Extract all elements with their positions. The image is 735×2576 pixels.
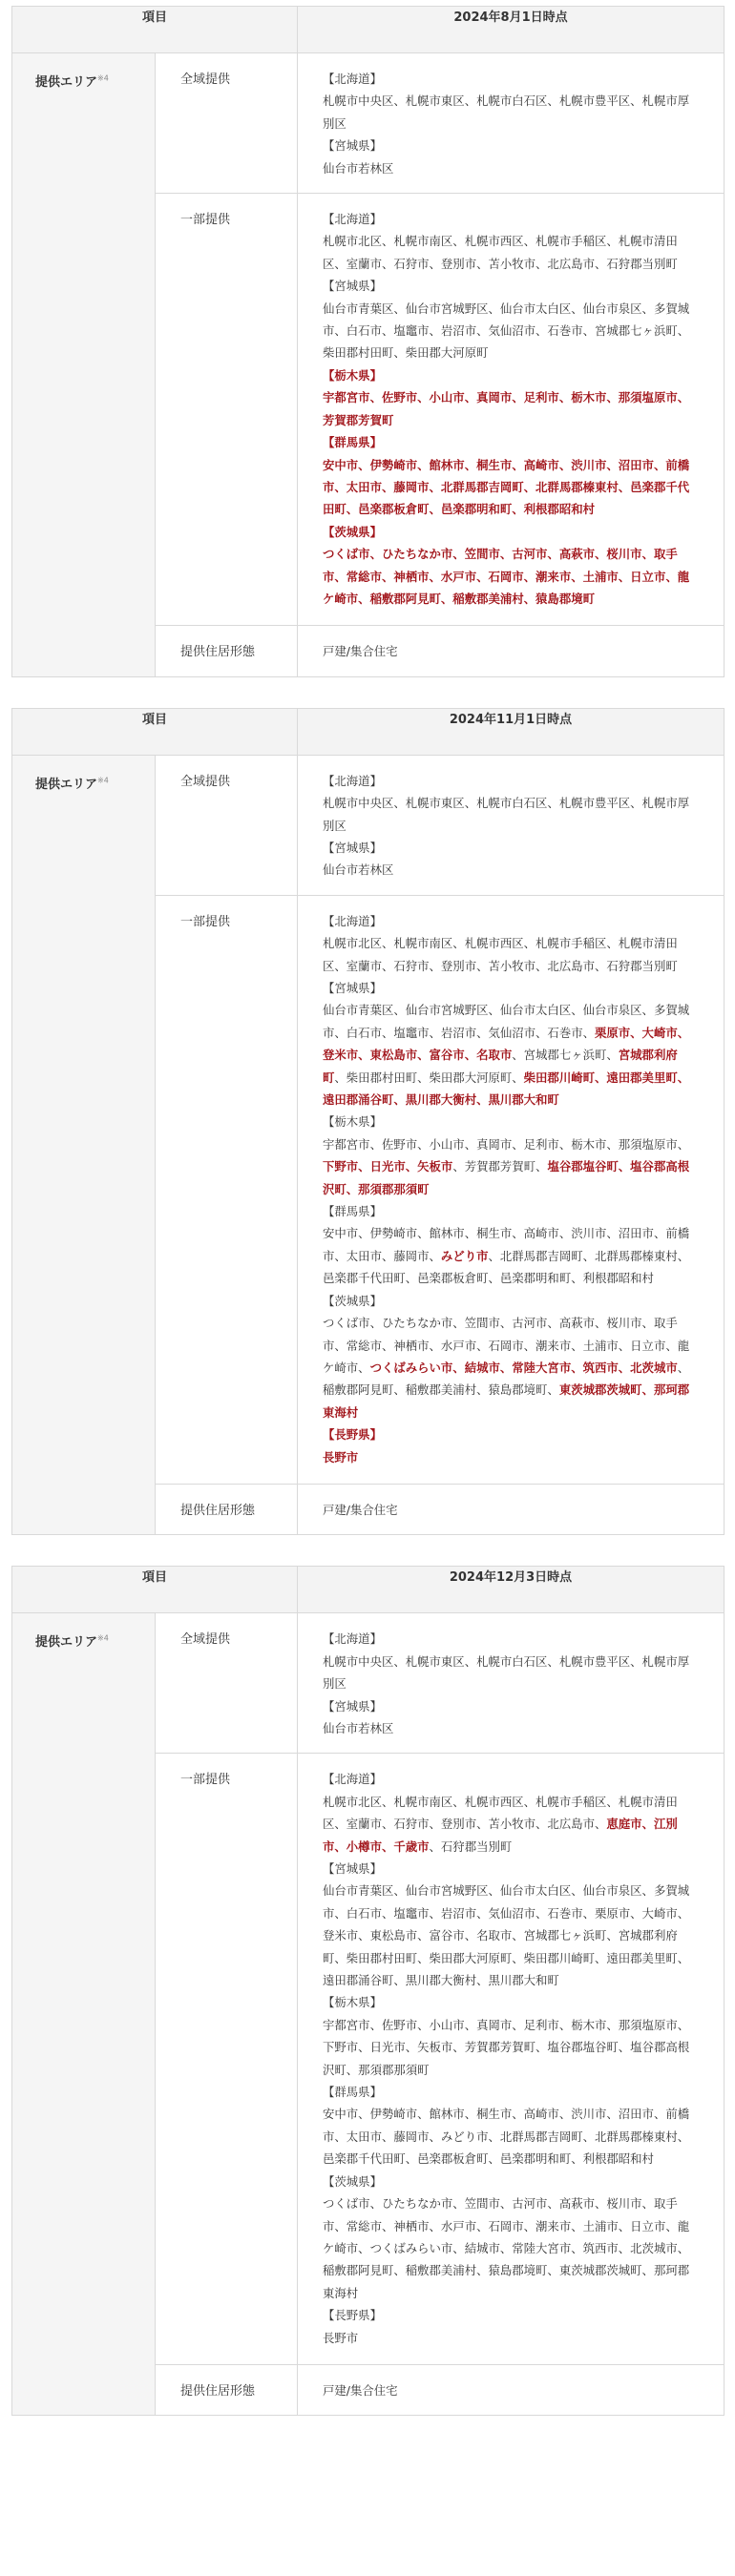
region-municipalities bbox=[323, 999, 699, 1111]
area-text: 仙台市若林区 bbox=[323, 1720, 394, 1735]
category-cell bbox=[12, 53, 156, 677]
region-municipalities bbox=[323, 1222, 699, 1289]
area-text: 札幌市中央区、札幌市東区、札幌市白石区、札幌市豊平区、札幌市厚別区 bbox=[323, 796, 690, 833]
area-text: 宇都宮市、佐野市、小山市、真岡市、足利市、栃木市、那須塩原市、 bbox=[323, 1136, 690, 1152]
housing-value: 戸建/集合住宅 bbox=[298, 626, 724, 676]
header-item: 項目 bbox=[12, 7, 298, 53]
category-note: ※4 bbox=[97, 776, 109, 785]
new-area-text: 塩谷郡塩谷町、塩谷郡高根沢町、那須郡那須町 bbox=[323, 1159, 690, 1196]
full-label: 全域提供 bbox=[156, 1613, 298, 1754]
region-municipalities bbox=[323, 90, 699, 135]
region-municipalities bbox=[323, 1880, 699, 1991]
region-heading: 【栃木県】 bbox=[323, 1995, 382, 2010]
area-table bbox=[11, 6, 724, 677]
region-municipalities bbox=[323, 1446, 699, 1468]
area-text: 札幌市中央区、札幌市東区、札幌市白石区、札幌市豊平区、札幌市厚別区 bbox=[323, 93, 690, 131]
region-heading: 【北海道】 bbox=[323, 773, 382, 788]
category-note: ※4 bbox=[97, 1634, 109, 1644]
full-areas bbox=[298, 53, 724, 194]
area-text: 仙台市若林区 bbox=[323, 862, 394, 878]
housing-label: 提供住居形態 bbox=[156, 2364, 298, 2415]
region-heading: 【群馬県】 bbox=[323, 2085, 382, 2100]
new-area-text: 下野市、日光市、矢板市 bbox=[323, 1159, 453, 1174]
category-cell bbox=[12, 1613, 156, 2416]
new-area-text: つくば市、ひたちなか市、笠間市、古河市、高萩市、桜川市、取手市、常総市、神栖市、水戸市、石岡市、潮来市、土浦市、日立市、龍ケ崎市、稲敷郡阿見町、稲敷郡美浦村、猿島郡境町 bbox=[323, 547, 690, 606]
area-text: 仙台市青葉区、仙台市宮城野区、仙台市太白区、仙台市泉区、多賀城市、白石市、塩竈市、岩沼市、気仙沼市、石巻市、 bbox=[323, 1003, 690, 1040]
region-heading: 【茨城県】 bbox=[323, 1293, 382, 1308]
category-note: ※4 bbox=[97, 73, 109, 83]
region-municipalities bbox=[323, 1312, 699, 1423]
area-text: 、柴田郡村田町、柴田郡大河原町、 bbox=[334, 1070, 524, 1085]
region-heading: 【宮城県】 bbox=[323, 1861, 382, 1876]
region-heading: 【宮城県】 bbox=[323, 1698, 382, 1714]
region-heading: 【長野県】 bbox=[323, 2308, 382, 2323]
region-municipalities bbox=[323, 386, 699, 431]
new-area-text: 恵庭市、江別市、小樽市、千歳市 bbox=[323, 1817, 678, 1854]
housing-value: 戸建/集合住宅 bbox=[298, 1484, 724, 1534]
area-text: 安中市、伊勢崎市、館林市、桐生市、高崎市、渋川市、沼田市、前橋市、太田市、藤岡市、 bbox=[323, 1226, 690, 1263]
region-heading: 【北海道】 bbox=[323, 1631, 382, 1647]
region-heading: 【栃木県】 bbox=[323, 1114, 382, 1130]
region-municipalities bbox=[323, 157, 699, 179]
area-text: つくば市、ひたちなか市、笠間市、古河市、高萩市、桜川市、取手市、常総市、神栖市、水戸市、石岡市、潮来市、土浦市、日立市、龍ケ崎市、 bbox=[323, 1316, 690, 1375]
area-text: 札幌市北区、札幌市南区、札幌市西区、札幌市手稲区、札幌市清田区、室蘭市、石狩市、登別市、苫小牧市、北広島市、 bbox=[323, 1794, 678, 1832]
header-item: 項目 bbox=[12, 1567, 298, 1613]
new-area-text: みどり市 bbox=[440, 1248, 489, 1263]
header-date: 2024年12月3日時点 bbox=[298, 1567, 724, 1613]
full-areas bbox=[298, 1613, 724, 1754]
region-heading: 【茨城県】 bbox=[323, 524, 382, 539]
housing-label: 提供住居形態 bbox=[156, 1484, 298, 1534]
region-municipalities bbox=[323, 1133, 699, 1200]
full-areas bbox=[298, 755, 724, 895]
area-text: 仙台市青葉区、仙台市宮城野区、仙台市太白区、仙台市泉区、多賀城市、白石市、塩竈市、岩沼市、気仙沼市、石巻市、栗原市、大崎市、登米市、東松島市、富谷市、名取市、宮城郡七ヶ浜町、宮城郡利府町、柴田郡村田町、柴田郡大河原町、柴田郡川崎町、遠田郡美里町、遠田郡涌谷町、黒川郡大衡村、黒川郡大和町 bbox=[323, 1883, 690, 1988]
partial-label: 一部提供 bbox=[156, 1754, 298, 2365]
category-label: 提供エリア bbox=[35, 1635, 98, 1651]
area-table bbox=[11, 1566, 724, 2416]
region-municipalities bbox=[323, 2014, 699, 2081]
region-municipalities bbox=[323, 859, 699, 881]
area-text: 、芳賀郡芳賀町、 bbox=[452, 1159, 548, 1174]
region-municipalities bbox=[323, 932, 699, 977]
region-heading: 【北海道】 bbox=[323, 212, 382, 227]
region-municipalities bbox=[323, 230, 699, 275]
new-area-text: 柴田郡川崎町、遠田郡美里町、遠田郡涌谷町、黒川郡大衡村、黒川郡大和町 bbox=[323, 1070, 690, 1108]
region-municipalities bbox=[323, 2327, 699, 2349]
new-area-text: つくばみらい市、結城市、常陸大宮市、筑西市、北茨城市 bbox=[369, 1360, 678, 1375]
category-cell bbox=[12, 755, 156, 1535]
area-text: 仙台市青葉区、仙台市宮城野区、仙台市太白区、仙台市泉区、多賀城市、白石市、塩竈市、岩沼市、気仙沼市、石巻市、宮城郡七ヶ浜町、柴田郡村田町、柴田郡大河原町 bbox=[323, 301, 690, 361]
region-heading: 【北海道】 bbox=[323, 72, 382, 86]
new-area-text: 東茨城郡茨城町、那珂郡東海村 bbox=[323, 1382, 690, 1420]
area-text: 札幌市北区、札幌市南区、札幌市西区、札幌市手稲区、札幌市清田区、室蘭市、石狩市、登別市、苫小牧市、北広島市、石狩郡当別町 bbox=[323, 234, 678, 271]
region-municipalities bbox=[323, 454, 699, 521]
header-row bbox=[12, 708, 724, 755]
partial-label: 一部提供 bbox=[156, 194, 298, 626]
header-date: 2024年11月1日時点 bbox=[298, 708, 724, 755]
partial-label: 一部提供 bbox=[156, 895, 298, 1484]
new-area-text: 栗原市、大崎市、登米市、東松島市、富谷市、名取市 bbox=[323, 1025, 690, 1063]
full-label: 全域提供 bbox=[156, 53, 298, 194]
new-area-text: 宮城郡利府町 bbox=[323, 1048, 678, 1085]
region-municipalities bbox=[323, 792, 699, 837]
partial-areas bbox=[298, 194, 724, 626]
housing-value: 戸建/集合住宅 bbox=[298, 2364, 724, 2415]
region-heading: 【長野県】 bbox=[323, 1427, 382, 1443]
housing-label: 提供住居形態 bbox=[156, 626, 298, 676]
region-heading: 【宮城県】 bbox=[323, 279, 382, 294]
new-area-text: 安中市、伊勢崎市、館林市、桐生市、高崎市、渋川市、沼田市、前橋市、太田市、藤岡市、北群馬郡吉岡町、北群馬郡榛東村、邑楽郡千代田町、邑楽郡板倉町、邑楽郡明和町、利根郡昭和村 bbox=[323, 457, 690, 517]
area-table bbox=[11, 708, 724, 1536]
area-text: 長野市 bbox=[323, 2330, 359, 2345]
area-text: 、北群馬郡吉岡町、北群馬郡榛東村、邑楽郡千代田町、邑楽郡板倉町、邑楽郡明和町、利根郡昭和村 bbox=[323, 1248, 690, 1286]
region-municipalities bbox=[323, 1717, 699, 1739]
region-municipalities bbox=[323, 1791, 699, 1858]
region-heading: 【栃木県】 bbox=[323, 367, 382, 383]
area-text: つくば市、ひたちなか市、笠間市、古河市、高萩市、桜川市、取手市、常総市、神栖市、水戸市、石岡市、潮来市、土浦市、日立市、龍ケ崎市、つくばみらい市、結城市、常陸大宮市、筑西市、北茨城市、稲敷郡阿見町、稲敷郡美浦村、猿島郡境町、東茨城郡茨城町、那珂郡東海村 bbox=[323, 2196, 690, 2300]
partial-areas bbox=[298, 895, 724, 1484]
region-heading: 【北海道】 bbox=[323, 913, 382, 928]
region-heading: 【北海道】 bbox=[323, 1772, 382, 1787]
region-heading: 【群馬県】 bbox=[323, 1204, 382, 1219]
full-row bbox=[12, 755, 724, 895]
region-municipalities bbox=[323, 543, 699, 610]
area-text: 、稲敷郡阿見町、稲敷郡美浦村、猿島郡境町、 bbox=[323, 1360, 690, 1398]
header-row bbox=[12, 1567, 724, 1613]
full-label: 全域提供 bbox=[156, 755, 298, 895]
header-item: 項目 bbox=[12, 708, 298, 755]
area-text: 宇都宮市、佐野市、小山市、真岡市、足利市、栃木市、那須塩原市、下野市、日光市、矢板市、芳賀郡芳賀町、塩谷郡塩谷町、塩谷郡高根沢町、那須郡那須町 bbox=[323, 2017, 690, 2077]
new-area-text: 長野市 bbox=[323, 1449, 359, 1465]
region-municipalities bbox=[323, 298, 699, 364]
region-heading: 【宮城県】 bbox=[323, 138, 382, 154]
new-area-text: 宇都宮市、佐野市、小山市、真岡市、足利市、栃木市、那須塩原市、芳賀郡芳賀町 bbox=[323, 390, 690, 427]
full-row bbox=[12, 53, 724, 194]
full-row bbox=[12, 1613, 724, 1754]
category-label: 提供エリア bbox=[35, 777, 98, 792]
header-row bbox=[12, 7, 724, 53]
area-text: 、宮城郡七ヶ浜町、 bbox=[512, 1048, 619, 1063]
area-text: 仙台市若林区 bbox=[323, 160, 394, 176]
region-municipalities bbox=[323, 2192, 699, 2304]
header-date: 2024年8月1日時点 bbox=[298, 7, 724, 53]
area-text: 札幌市中央区、札幌市東区、札幌市白石区、札幌市豊平区、札幌市厚別区 bbox=[323, 1653, 690, 1692]
category-label: 提供エリア bbox=[35, 75, 98, 90]
region-heading: 【茨城県】 bbox=[323, 2173, 382, 2189]
area-text: 札幌市北区、札幌市南区、札幌市西区、札幌市手稲区、札幌市清田区、室蘭市、石狩市、登別市、苫小牧市、北広島市、石狩郡当別町 bbox=[323, 936, 678, 973]
area-text: 安中市、伊勢崎市、館林市、桐生市、高崎市、渋川市、沼田市、前橋市、太田市、藤岡市、みどり市、北群馬郡吉岡町、北群馬郡榛東村、邑楽郡千代田町、邑楽郡板倉町、邑楽郡明和町、利根郡昭和村 bbox=[323, 2107, 690, 2167]
partial-areas bbox=[298, 1754, 724, 2365]
region-heading: 【宮城県】 bbox=[323, 840, 382, 855]
region-heading: 【群馬県】 bbox=[323, 435, 382, 450]
area-text: 、石狩郡当別町 bbox=[429, 1839, 513, 1854]
region-municipalities bbox=[323, 2103, 699, 2170]
region-municipalities bbox=[323, 1651, 699, 1695]
region-heading: 【宮城県】 bbox=[323, 981, 382, 995]
